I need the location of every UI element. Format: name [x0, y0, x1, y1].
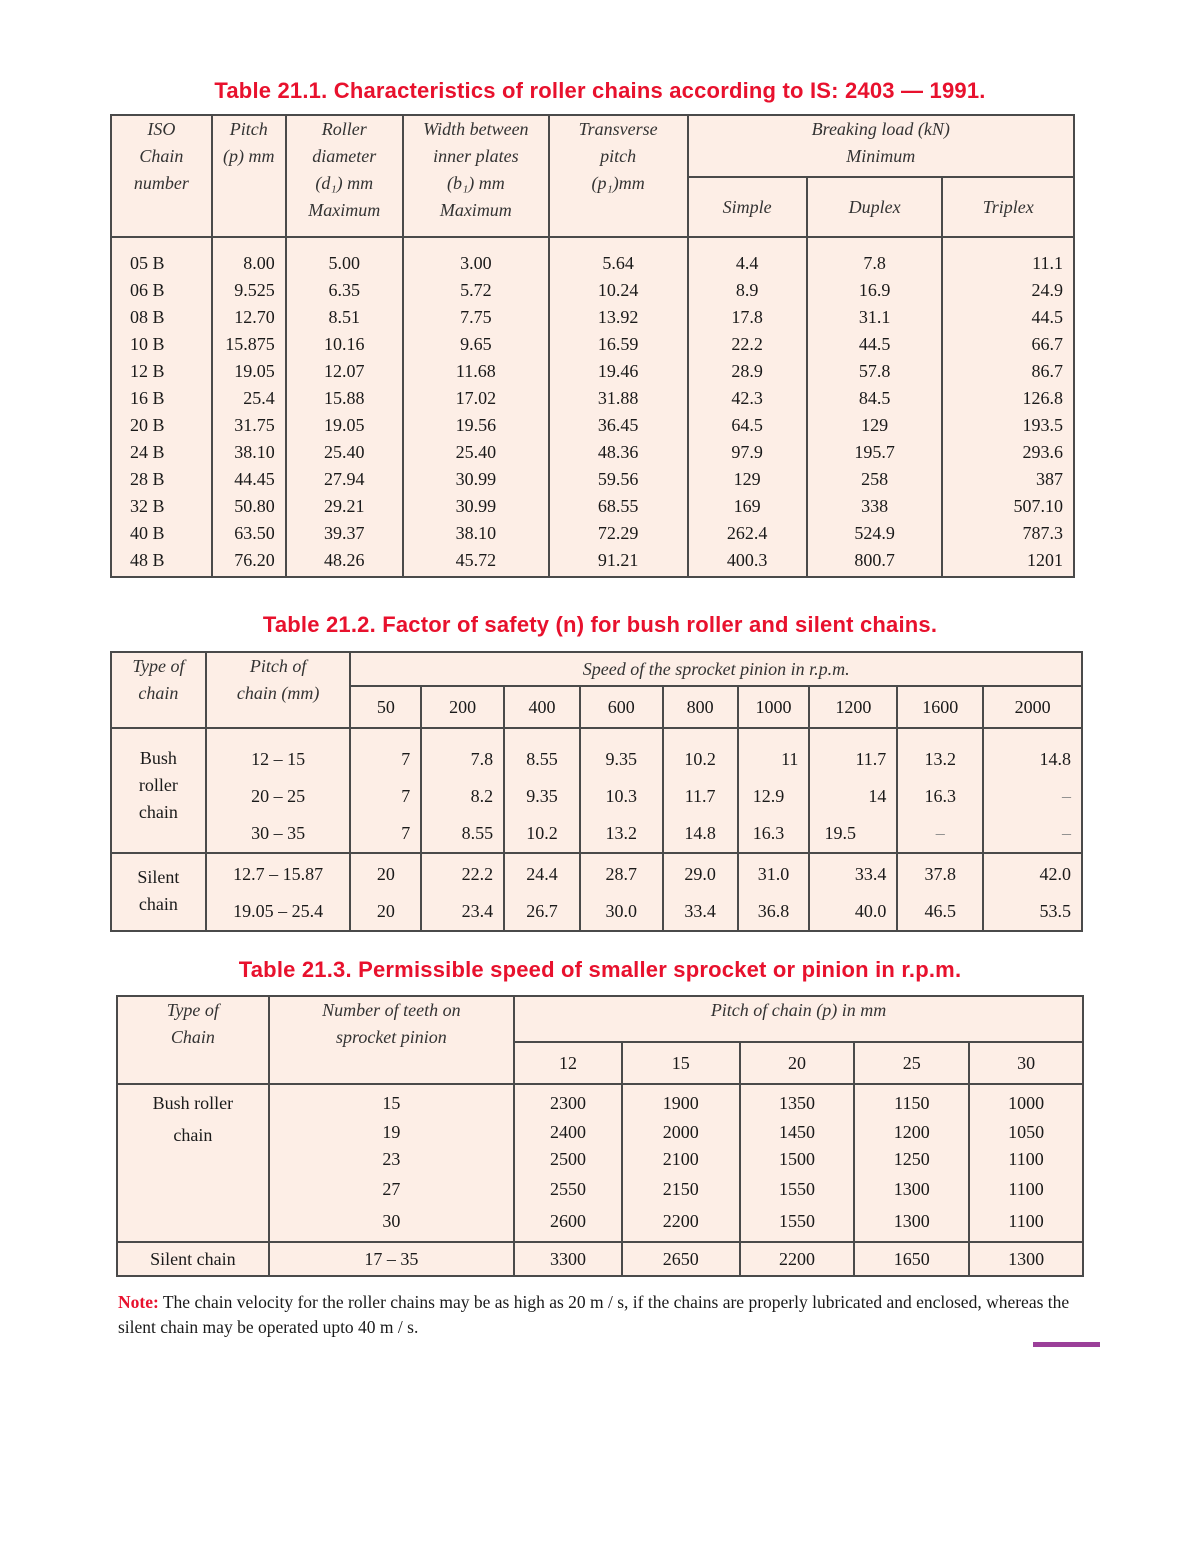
- factor-of-safety-table: [110, 651, 1083, 932]
- speed-col-header: 1000: [738, 686, 810, 728]
- pitch-20-column: 1350 1450 1500 1550 1550: [740, 1084, 855, 1242]
- pitch-col-header: 20: [740, 1042, 855, 1084]
- bush-speed-800-column: 10.2 11.7 14.8: [663, 728, 738, 853]
- iso-chain-number-header: ISO Chain number: [111, 115, 212, 237]
- permissible-speed-table: [116, 995, 1084, 1277]
- pitch-col-header: 25: [854, 1042, 969, 1084]
- silent-speed-400-column: 24.4 26.7: [504, 853, 580, 931]
- number-of-teeth-header: Number of teeth on sprocket pinion: [269, 996, 514, 1084]
- pitch-15-column: 1900 2000 2100 2150 2200: [622, 1084, 740, 1242]
- simple-header: Simple: [688, 177, 807, 237]
- bush-speed-1200-column: 11.7 14 19.5: [809, 728, 897, 853]
- silent-pitch-12-cell: 3300: [514, 1242, 622, 1276]
- breaking-load-header: Breaking load (kN) Minimum: [688, 115, 1074, 177]
- silent-pitch-column: 12.7 – 15.87 19.05 – 25.4: [206, 853, 351, 931]
- bush-speed-2000-column: 14.8 – –: [983, 728, 1082, 853]
- teeth-column: 15 19 23 27 30: [269, 1084, 514, 1242]
- speed-col-header: 800: [663, 686, 738, 728]
- silent-pitch-15-cell: 2650: [622, 1242, 740, 1276]
- roller-diameter-column: 5.00 6.35 8.51 10.16 12.07 15.88 19.05 25.40 27.94 29.21 39.37 48.26: [286, 237, 403, 577]
- pitch-col-header: 12: [514, 1042, 622, 1084]
- table-21-2-title: Table 21.2. Factor of safety (n) for bush roller and silent chains.: [262, 612, 938, 637]
- silent-speed-2000-column: 42.0 53.5: [983, 853, 1082, 931]
- table-21-1-title: Table 21.1. Characteristics of roller chains according to IS: 2403 — 1991.: [214, 78, 986, 103]
- bush-speed-50-column: 7 7 7: [350, 728, 421, 853]
- speed-col-header: 200: [421, 686, 504, 728]
- roller-chain-characteristics-table: [110, 114, 1075, 578]
- pitch-col-header: 15: [622, 1042, 740, 1084]
- table-21-3-title: Table 21.3. Permissible speed of smaller sprocket or pinion in r.p.m.: [238, 957, 962, 982]
- simple-load-column: 4.4 8.9 17.8 22.2 28.9 42.3 64.5 97.9 129 169 262.4 400.3: [688, 237, 807, 577]
- speed-col-header: 2000: [983, 686, 1082, 728]
- bush-roller-chain-label: Bush roller chain: [117, 1084, 269, 1242]
- bush-pitch-column: 12 – 15 20 – 25 30 – 35: [206, 728, 351, 853]
- silent-speed-50-column: 20 20: [350, 853, 421, 931]
- silent-pitch-25-cell: 1650: [854, 1242, 969, 1276]
- note-text: The chain velocity for the roller chains may be as high as 20 m / s, if the chains are properly lubricated and enclosed, whereas the silent chain may be operated upto 40 m / s.: [118, 1292, 1070, 1337]
- silent-speed-600-column: 28.7 30.0: [580, 853, 663, 931]
- silent-speed-1200-column: 33.4 40.0: [809, 853, 897, 931]
- speed-col-header: 600: [580, 686, 663, 728]
- silent-teeth-cell: 17 – 35: [269, 1242, 514, 1276]
- bush-speed-600-column: 9.35 10.3 13.2: [580, 728, 663, 853]
- speed-col-header: 1600: [897, 686, 983, 728]
- duplex-header: Duplex: [807, 177, 943, 237]
- silent-chain-label: Silent chain: [117, 1242, 269, 1276]
- speed-col-header: 1200: [809, 686, 897, 728]
- silent-speed-1000-column: 31.0 36.8: [738, 853, 810, 931]
- note-paragraph: [118, 1290, 1093, 1340]
- pitch-12-column: 2300 2400 2500 2550 2600: [514, 1084, 622, 1242]
- type-of-chain-header: Type of chain: [111, 652, 206, 728]
- silent-chain-label: Silent chain: [111, 853, 206, 931]
- silent-speed-800-column: 29.0 33.4: [663, 853, 738, 931]
- transverse-pitch-header: Transverse pitch (p₁)mm: [549, 115, 688, 237]
- bush-speed-1600-column: 13.2 16.3 –: [897, 728, 983, 853]
- speed-header: Speed of the sprocket pinion in r.p.m.: [350, 652, 1082, 686]
- pitch-of-chain-header: Pitch of chain (p) in mm: [514, 996, 1083, 1042]
- silent-pitch-30-cell: 1300: [969, 1242, 1083, 1276]
- bush-speed-400-column: 8.55 9.35 10.2: [504, 728, 580, 853]
- silent-speed-200-column: 22.2 23.4: [421, 853, 504, 931]
- triplex-header: Triplex: [942, 177, 1074, 237]
- bush-speed-200-column: 7.8 8.2 8.55: [421, 728, 504, 853]
- triplex-load-column: 11.1 24.9 44.5 66.7 86.7 126.8 193.5 293.6 387 507.10 787.3 1201: [942, 237, 1074, 577]
- bush-speed-1000-column: 11 12.9 16.3: [738, 728, 810, 853]
- pitch-header: Pitch (p) mm: [212, 115, 286, 237]
- bush-roller-chain-label: Bush roller chain: [111, 728, 206, 853]
- silent-pitch-20-cell: 2200: [740, 1242, 855, 1276]
- pitch-30-column: 1000 1050 1100 1100 1100: [969, 1084, 1083, 1242]
- pitch-col-header: 30: [969, 1042, 1083, 1084]
- transverse-pitch-column: 5.64 10.24 13.92 16.59 19.46 31.88 36.45 48.36 59.56 68.55 72.29 91.21: [549, 237, 688, 577]
- speed-col-header: 50: [350, 686, 421, 728]
- width-between-plates-column: 3.00 5.72 7.75 9.65 11.68 17.02 19.56 25.40 30.99 30.99 38.10 45.72: [403, 237, 549, 577]
- type-of-chain-header: Type of Chain: [117, 996, 269, 1084]
- decorative-divider: [1033, 1342, 1100, 1347]
- note-label: Note:: [118, 1292, 159, 1312]
- pitch-column: 8.00 9.525 12.70 15.875 19.05 25.4 31.75 38.10 44.45 50.80 63.50 76.20: [212, 237, 286, 577]
- duplex-load-column: 7.8 16.9 31.1 44.5 57.8 84.5 129 195.7 258 338 524.9 800.7: [807, 237, 943, 577]
- iso-number-column: 05 B 06 B 08 B 10 B 12 B 16 B 20 B 24 B 28 B 32 B 40 B 48 B: [111, 237, 212, 577]
- silent-speed-1600-column: 37.8 46.5: [897, 853, 983, 931]
- pitch-of-chain-header: Pitch of chain (mm): [206, 652, 351, 728]
- speed-col-header: 400: [504, 686, 580, 728]
- width-between-plates-header: Width between inner plates (b₁) mm Maximum: [403, 115, 549, 237]
- roller-diameter-header: Roller diameter (d₁) mm Maximum: [286, 115, 403, 237]
- pitch-25-column: 1150 1200 1250 1300 1300: [854, 1084, 969, 1242]
